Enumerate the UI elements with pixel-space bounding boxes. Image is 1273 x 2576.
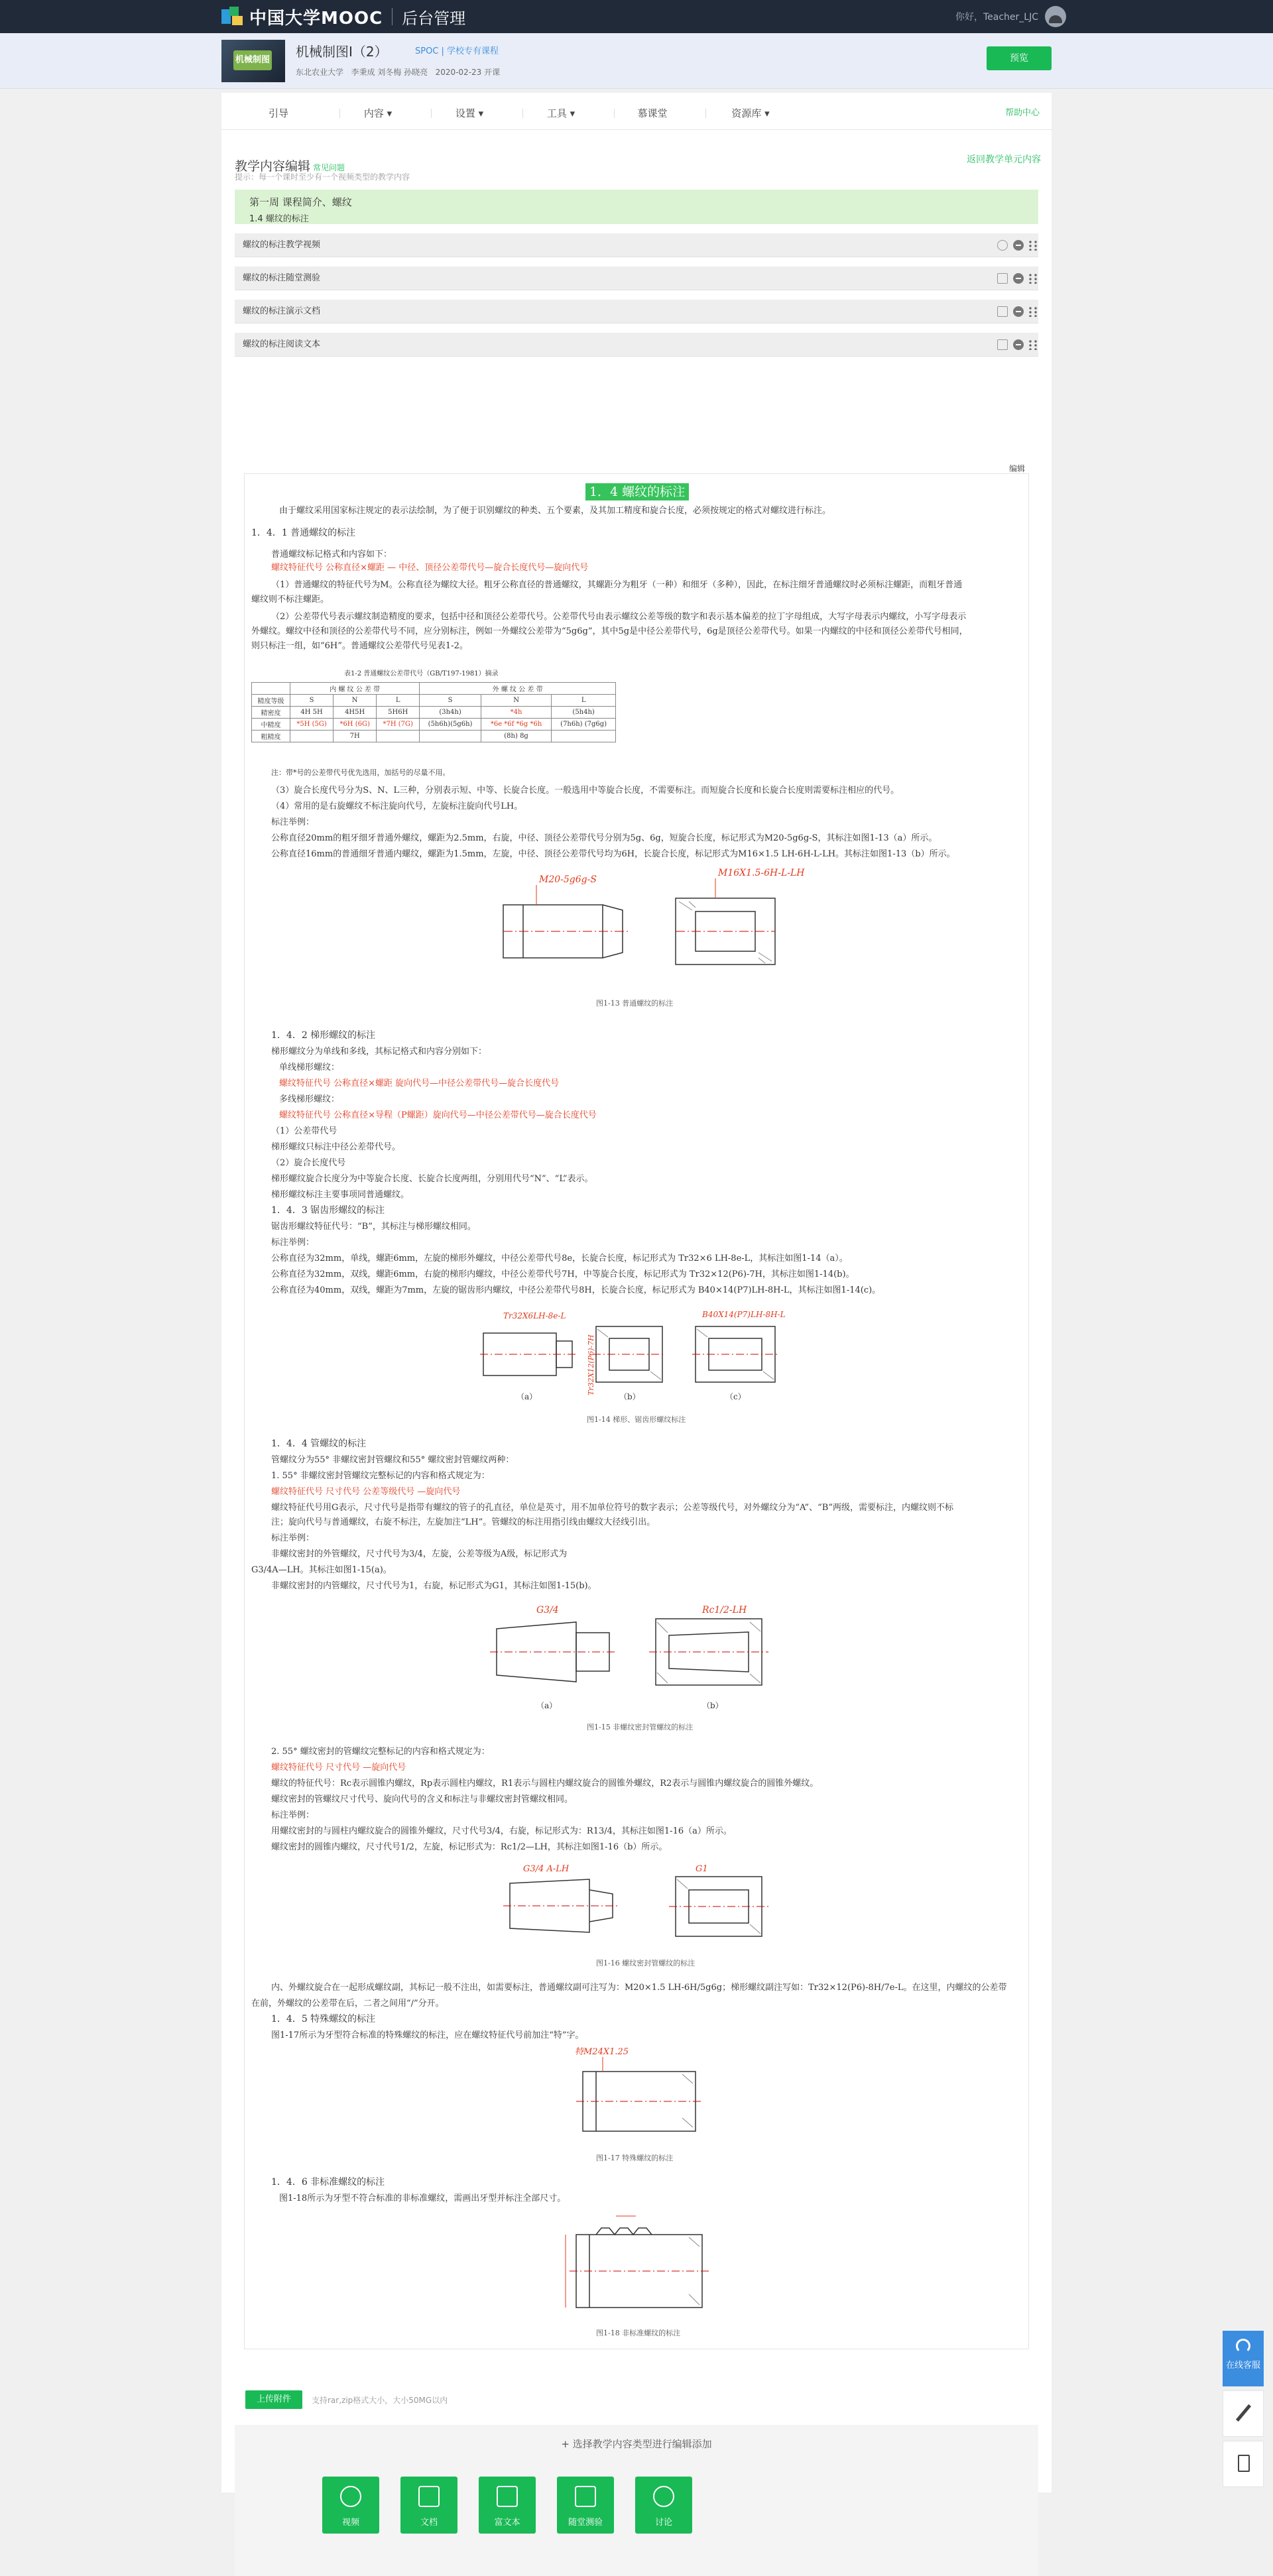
course-meta — [296, 66, 500, 78]
add-content-title: + 选择教学内容类型进行编辑添加 — [561, 2438, 712, 2450]
fig113-label-a: M20-5g6g-S — [539, 874, 597, 885]
table-note: 注：带*号的公差带代号优先选用，加括号的尽量不用。 — [271, 768, 450, 777]
course-title: 机械制图Ⅰ（2） — [296, 44, 388, 60]
document-icon[interactable] — [997, 306, 1008, 317]
course-teachers: 李秉成 刘冬梅 孙晓亮 — [351, 68, 428, 77]
fig114-label-c: B40X14(P7)LH-8H-L — [702, 1310, 786, 1319]
brand-name: 中国大学MOOC — [249, 8, 383, 29]
page-tip: 提示：每一个课时至少有一个视频类型的教学内容 — [235, 172, 410, 182]
doc-paragraph: 公称直径为40mm，双线，螺距为7mm，左旋的锯齿形内螺纹，中径公差带代号8H，长旋合长度，标记形式为 B40×14(P7)LH-8H-L，其标注如图1-14(c)。 — [271, 1285, 881, 1295]
figure-1-16 — [497, 1857, 788, 1950]
doc-paragraph: 内、外螺纹旋合在一起形成螺纹副，其标记一般不注出，如需要标注，普通螺纹副可注写为：M20×1.5 LH-6H/5g6g；梯形螺纹副注写如：Tr32×12(P6)-8H/7e-L。在这里，内螺纹的公差带 — [271, 1983, 1007, 1993]
course-nav — [221, 97, 1052, 130]
add-content-panel — [235, 2425, 1038, 2576]
doc-paragraph: 注；旋向代号与普通螺纹，右旋不标注，左旋加注“LH”。管螺纹的标注用指引线由螺纹大径线引出。 — [271, 1517, 656, 1527]
figure-1-13 — [497, 865, 805, 991]
unit-label: 螺纹的标注教学视频 — [243, 240, 321, 250]
doc-paragraph: 外螺纹。螺纹中径和顶径的公差带代号不同，应分别标注，例如一外螺纹公差带为“5g6g”，其中5g是中径公差带代号，6g是顶径公差带代号。如果一内螺纹的中径和顶径公差带代号相同， — [251, 626, 968, 636]
add-richtext-button[interactable] — [479, 2477, 536, 2534]
doc-section-heading: 1．4．3 锯齿形螺纹的标注 — [271, 1205, 385, 1216]
fig116-label-a: G3/4 A-LH — [523, 1864, 570, 1874]
drag-handle-icon[interactable] — [1028, 339, 1038, 350]
richtext-icon[interactable] — [997, 339, 1008, 350]
figure-1-15 — [483, 1596, 802, 1715]
add-discussion-button[interactable] — [635, 2477, 692, 2534]
tolerance-table: 内 螺 纹 公 差 带 外 螺 纹 公 差 带 精度等级 S N L S N L 精密度 4H 5H 4H5H 5H6H (3h4h) *4h (5h4h) 中精度 *5H (5G) *6H (6G) *7H (7G) (5h6h)(5g6h) *6e *6f *6g *6h (7h6h) (7g6g) 粗精度 7H (8h) 8g — [251, 682, 616, 742]
pencil-icon — [1236, 2404, 1251, 2422]
main-panel — [221, 93, 1052, 2528]
document-icon — [418, 2486, 440, 2507]
doc-paragraph: （2）旋合长度代号 — [271, 1158, 346, 1168]
course-school: 东北农业大学 — [296, 68, 344, 77]
doc-paragraph: 标注举例： — [271, 1238, 315, 1248]
figure-caption: 图1-18 非标准螺纹的标注 — [596, 2329, 681, 2337]
fig114-label-a: Tr32X6LH-8e-L — [503, 1311, 566, 1320]
doc-paragraph: 单线梯形螺纹： — [279, 1063, 340, 1073]
fig114-sub-c: （c） — [725, 1392, 746, 1401]
richtext-icon — [497, 2486, 518, 2507]
add-document-button[interactable] — [400, 2477, 457, 2534]
doc-paragraph: 标注举例： — [271, 1533, 315, 1543]
unit-row-document[interactable] — [235, 300, 1038, 323]
delete-icon[interactable] — [1013, 240, 1024, 251]
doc-paragraph: 公称直径为32mm，单线，螺距6mm，左旋的梯形外螺纹，中径公差带代号8e，长旋合长度，标记形式为 Tr32×6 LH-8e-L，其标注如图1-14（a）。 — [271, 1254, 848, 1263]
figure-1-18 — [550, 2208, 722, 2321]
doc-paragraph: 图1-18所示为牙型不符合标准的非标准螺纹，需画出牙型并标注全部尺寸。 — [279, 2194, 566, 2203]
doc-paragraph: G3/4A—LH。其标注如图1-15(a)。 — [251, 1565, 392, 1575]
fig115-label-a: G3/4 — [536, 1605, 559, 1615]
doc-paragraph: （2）公差带代号表示螺纹制造精度的要求，包括中径和顶径公差带代号。公差带代号由表示螺纹公差等级的数字和表示基本偏差的拉丁字母组成，大写字母表示内螺纹，小写字母表示 — [271, 612, 967, 622]
doc-paragraph: 图1-17所示为牙型符合标准的特殊螺纹的标注，应在螺纹特征代号前加注“特”字。 — [271, 2030, 584, 2040]
doc-paragraph: 多线梯形螺纹： — [279, 1094, 340, 1104]
course-type-tag: SPOC | 学校专有课程 — [415, 46, 499, 56]
doc-paragraph: 螺纹密封的管螺纹尺寸代号、旋向代号的含义和标注与非螺纹密封管螺纹相同。 — [271, 1794, 574, 1804]
doc-paragraph: （3）旋合长度代号分为S、N、L三种，分别表示短、中等、长旋合长度。一般选用中等旋合长度，不需要标注。而短旋合长度和长旋合长度则需要标注相应的代号。 — [271, 786, 900, 795]
doc-paragraph: 用螺纹密封的与圆柱内螺纹旋合的圆锥外螺纹，尺寸代号3/4，右旋，标记形式为：R13/4，其标注如图1-16（a）所示。 — [271, 1826, 732, 1836]
brand-divider — [392, 8, 393, 25]
video-status-icon[interactable] — [997, 240, 1008, 251]
notebook-icon — [1238, 2455, 1250, 2472]
lesson-title: 1.4 螺纹的标注 — [249, 214, 309, 224]
edit-icon[interactable] — [997, 273, 1008, 284]
fig114-sub-a: （a） — [516, 1392, 538, 1401]
doc-paragraph: 非螺纹密封的内管螺纹，尺寸代号为1，右旋，标记形式为G1，其标注如图1-15(b)。 — [271, 1581, 597, 1591]
course-header — [0, 33, 1273, 89]
tile-label: 文档 — [420, 2518, 438, 2528]
doc-paragraph: 梯形螺纹标注主要事项同普通螺纹。 — [271, 1190, 410, 1200]
help-center-link[interactable]: 帮助中心 — [1004, 108, 1040, 118]
drag-handle-icon[interactable] — [1028, 240, 1038, 251]
doc-paragraph: 梯形螺纹旋合长度分为中等旋合长度、长旋合长度两组，分别用代号“N”、“L”表示。 — [271, 1174, 593, 1184]
doc-section-heading: 1．4．4 管螺纹的标注 — [271, 1438, 367, 1449]
user-menu[interactable] — [955, 0, 1066, 33]
avatar[interactable] — [1045, 6, 1066, 27]
fig117-label: 特M24X1.25 — [575, 2047, 629, 2057]
richtext-content[interactable] — [244, 473, 1029, 2349]
fig114-label-b: Tr32X12(P6)-7H — [587, 1334, 595, 1395]
delete-icon[interactable] — [1013, 339, 1024, 350]
week-header — [235, 190, 1038, 224]
drag-handle-icon[interactable] — [1028, 306, 1038, 317]
fig115-label-b: Rc1/2-LH — [702, 1605, 747, 1615]
feedback-button[interactable] — [1223, 2390, 1264, 2437]
doc-paragraph: 标注举例： — [271, 1810, 315, 1820]
headset-icon — [1236, 2339, 1250, 2353]
doc-paragraph: 梯形螺纹分为单线和多线，其标记格式和内容分别如下： — [271, 1047, 487, 1057]
doc-section-heading: 1．4．2 梯形螺纹的标注 — [271, 1030, 376, 1041]
nav-resources[interactable]: 资源库 ▾ — [731, 107, 770, 119]
tile-label: 讨论 — [654, 2518, 672, 2528]
doc-paragraph: （1）公差带代号 — [271, 1126, 337, 1136]
unit-label: 螺纹的标注阅读文本 — [243, 339, 321, 349]
fig114-sub-b: （b） — [619, 1392, 640, 1401]
table-caption: 表1-2 普通螺纹公差带代号（GB/T197-1981）摘录 — [344, 670, 499, 677]
delete-icon[interactable] — [1013, 273, 1024, 284]
doc-paragraph: 梯形螺纹只标注中径公差带代号。 — [271, 1142, 401, 1152]
user-greeting: 你好，Teacher_LJC — [955, 12, 1038, 23]
fig116-label-b: G1 — [696, 1864, 708, 1874]
discussion-icon — [653, 2486, 674, 2507]
figure-caption: 图1-15 非螺纹密封管螺纹的标注 — [587, 1723, 694, 1731]
figure-caption: 图1-17 特殊螺纹的标注 — [596, 2154, 674, 2162]
doc-heading: 1．4 螺纹的标注 — [245, 482, 1030, 500]
fig115-sub-b: （b） — [702, 1701, 723, 1710]
video-icon — [340, 2486, 361, 2507]
nav-tools[interactable]: 工具 ▾ — [546, 107, 576, 119]
figure-1-14 — [477, 1300, 808, 1406]
brand-logo[interactable] — [221, 5, 465, 28]
delete-icon[interactable] — [1013, 306, 1024, 317]
doc-paragraph: 管螺纹分为55° 非螺纹密封管螺纹和55° 螺纹密封管螺纹两种： — [271, 1455, 515, 1465]
unit-row-quiz[interactable] — [235, 266, 1038, 290]
nav-content[interactable]: 内容 ▾ — [363, 107, 393, 119]
online-service-button[interactable] — [1223, 2331, 1264, 2386]
back-to-units-link[interactable]: 返回教学单元内容 — [967, 154, 1041, 165]
doc-section-heading: 1．4．6 非标准螺纹的标注 — [271, 2177, 385, 2188]
doc-paragraph: 非螺纹密封的外管螺纹，尺寸代号为3/4，左旋，公差等级为A级，标记形式为 — [271, 1549, 568, 1559]
doc-paragraph: 公称直径20mm的粗牙细牙普通外螺纹，螺距为2.5mm，右旋，中径、顶径公差带代号分别为5g、6g，短旋合长度，标记形式为M20-5g6g-S，其标注如图1-13（a）所示。 — [271, 833, 938, 843]
unit-label: 螺纹的标注演示文档 — [243, 306, 321, 316]
doc-format-line: 螺纹特征代号 尺寸代号 —旋向代号 — [271, 1763, 406, 1773]
brand-subtitle: 后台管理 — [402, 9, 466, 28]
doc-paragraph: 由于螺纹采用国家标注规定的表示法绘制，为了便于识别螺纹的种类、五个要素，及其加工精度和旋合长度，必须按规定的格式对螺纹进行标注。 — [279, 506, 831, 516]
doc-paragraph: 2. 55° 螺纹密封的管螺纹完整标记的内容和格式规定为： — [271, 1747, 490, 1757]
unit-row-richtext[interactable] — [235, 333, 1038, 357]
doc-paragraph: 螺纹则不标注螺距。 — [251, 595, 330, 605]
upload-attachment-button[interactable]: 上传附件 — [245, 2390, 302, 2409]
nav-settings[interactable]: 设置 ▾ — [455, 107, 484, 119]
figure-caption: 图1-13 普通螺纹的标注 — [596, 999, 674, 1008]
figure-1-17 — [563, 2045, 709, 2144]
doc-section-heading: 1．4．1 普通螺纹的标注 — [251, 528, 356, 538]
nav-guide[interactable]: 引导 — [268, 107, 288, 119]
doc-paragraph: 公称直径为32mm，双线，螺距6mm，右旋的梯形内螺纹，中径公差带代号7H，中等旋合长度，标记形式为 Tr32×12(P6)-7H，其标注如图1-14(b)。 — [271, 1269, 855, 1279]
doc-paragraph: 则只标注一组，如“6H”。普通螺纹公差带代号见表1-2。 — [251, 641, 468, 651]
doc-paragraph: 锯齿形螺纹特征代号：“B”，其标注与梯形螺纹相同。 — [271, 1222, 476, 1232]
doc-paragraph: 螺纹密封的圆锥内螺纹，尺寸代号1/2，左旋，标记形式为：Rc1/2—LH，其标注如图1-16（b）所示。 — [271, 1842, 668, 1852]
doc-paragraph: 普通螺纹标记格式和内容如下： — [271, 550, 393, 559]
floating-toolbar — [1223, 2331, 1264, 2490]
tile-label: 视频 — [341, 2518, 359, 2528]
fig113-label-b: M16X1.5-6H-L-LH — [718, 868, 805, 878]
unit-label: 螺纹的标注随堂测验 — [243, 273, 321, 283]
doc-format-line: 螺纹特征代号 公称直径×螺距 旋向代号—中径公差带代号—旋合长度代号 — [279, 1079, 560, 1088]
quiz-icon — [575, 2486, 596, 2507]
add-quiz-button[interactable] — [557, 2477, 614, 2534]
course-thumbnail — [221, 40, 285, 82]
fig115-sub-a: （a） — [536, 1701, 558, 1710]
doc-format-line: 螺纹特征代号 公称直径×导程（P螺距）旋向代号—中径公差带代号—旋合长度代号 — [279, 1110, 597, 1120]
drag-handle-icon[interactable] — [1028, 273, 1038, 284]
figure-caption: 图1-16 螺纹密封管螺纹的标注 — [596, 1959, 696, 1967]
doc-format-line: 螺纹特征代号 尺寸代号 公差等级代号 —旋向代号 — [271, 1487, 461, 1497]
doc-paragraph: 螺纹的特征代号：Rc表示圆锥内螺纹，Rp表示圆柱内螺纹，R1表示与圆柱内螺纹旋合的圆锥外螺纹，R2表示与圆锥内螺纹旋合的圆锥外螺纹。 — [271, 1779, 819, 1788]
unit-row-video[interactable] — [235, 233, 1038, 257]
nav-mooc-class[interactable]: 慕课堂 — [637, 107, 668, 119]
faq-link[interactable]: 常见问题 — [313, 163, 345, 172]
doc-paragraph: （4）常用的是右旋螺纹不标注旋向代号，左旋标注旋向代号LH。 — [271, 801, 523, 811]
course-start: 2020-02-23 开课 — [435, 68, 501, 77]
notes-button[interactable] — [1223, 2441, 1264, 2487]
doc-section-heading: 1．4．5 特殊螺纹的标注 — [271, 2014, 376, 2024]
doc-paragraph: （1）普通螺纹的特征代号为M。公称直径为螺纹大径。粗牙公称直径的普通螺纹，其螺距分为粗牙（一种）和细牙（多种），因此，在标注细牙普通螺纹时必须标注螺距，而粗牙普通 — [271, 580, 963, 590]
doc-paragraph: 螺纹特征代号用G表示，尺寸代号是指带有螺纹的管子的孔直径，单位是英寸，用不加单位符号的数字表示；公差等级代号，对外螺纹分为“A”、“B”两级，需要标注，内螺纹则不标 — [271, 1503, 954, 1513]
page-title: 教学内容编辑 常见问题 — [235, 159, 345, 174]
preview-button[interactable]: 预览 — [987, 46, 1052, 70]
add-video-button[interactable] — [322, 2477, 379, 2534]
upload-tip: 支持rar,zip格式大小，大小50MG以内 — [312, 2396, 448, 2405]
week-title: 第一周 课程简介、螺纹 — [249, 196, 352, 208]
figure-caption: 图1-14 梯形、锯齿形螺纹标注 — [587, 1415, 686, 1424]
service-label: 在线客服 — [1225, 2361, 1260, 2371]
tile-label: 富文本 — [494, 2518, 520, 2528]
tile-label: 随堂测验 — [568, 2518, 603, 2528]
doc-paragraph: 标注举例： — [271, 817, 315, 827]
mooc-logo-icon — [221, 7, 245, 27]
doc-paragraph: 公称直径16mm的普通细牙普通内螺纹，螺距为1.5mm，左旋，中径、顶径公差带代号均为6H，长旋合长度，标记形式为M16×1.5 LH-6H-L-LH。其标注如图1-13（b）所示。 — [271, 849, 955, 859]
doc-paragraph: 1. 55° 非螺纹密封管螺纹完整标记的内容和格式规定为： — [271, 1471, 490, 1481]
top-bar — [0, 0, 1273, 33]
edit-text-button[interactable]: 编辑 — [1008, 464, 1025, 473]
doc-paragraph: 在前，外螺纹的公差带在后，二者之间用“/”分开。 — [251, 1999, 444, 2009]
doc-format-line: 螺纹特征代号 公称直径×螺距 — 中径、顶径公差带代号—旋合长度代号—旋向代号 — [271, 563, 589, 573]
course-thumbnail-text: 机械制图 — [233, 50, 272, 70]
